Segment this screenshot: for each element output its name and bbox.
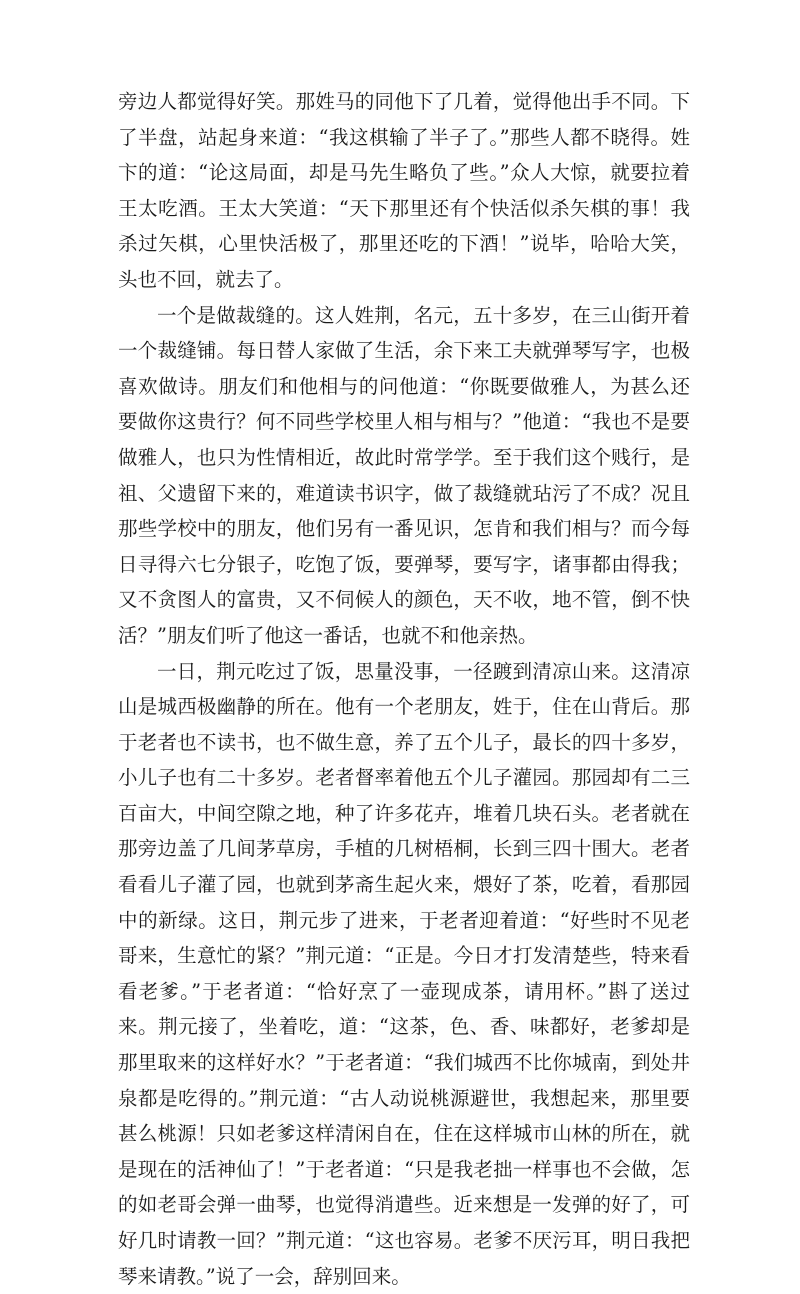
paragraph-continuation: 旁边人都觉得好笑。那姓马的同他下了几着，觉得他出手不同。下了半盘，站起身来道：“我这棋输了半子了。”那些人都不晓得。姓卞的道：“论这局面，却是马先生略负了些。”众人大惊，就要拉着王太吃酒。王太大笑道：“天下那里还有个快活似杀矢棋的事！我杀过矢棋，心里快活极了，那里还吃的下酒！”说毕，哈哈大笑，头也不回，就去了。 xyxy=(118,84,690,298)
body-text xyxy=(118,84,690,1294)
paragraph-tailor-intro: 一个是做裁缝的。这人姓荆，名元，五十多岁，在三山街开着一个裁缝铺。每日替人家做了生活，余下来工夫就弹琴写字，也极喜欢做诗。朋友们和他相与的问他道：“你既要做雅人，为甚么还要做你这贵行？何不同些学校里人相与相与？”他道：“我也不是要做雅人，也只为性情相近，故此时常学学。至于我们这个贱行，是祖、父遗留下来的，难道读书识字，做了裁缝就玷污了不成？况且那些学校中的朋友，他们另有一番见识，怎肯和我们相与？而今每日寻得六七分银子，吃饱了饭，要弹琴，要写字，诸事都由得我；又不贪图人的富贵，又不伺候人的颜色，天不收，地不管，倒不快活？”朋友们听了他这一番话，也就不和他亲热。 xyxy=(118,298,690,654)
paragraph-qingliang-visit: 一日，荆元吃过了饭，思量没事，一径踱到清凉山来。这清凉山是城西极幽静的所在。他有一个老朋友，姓于，住在山背后。那于老者也不读书，也不做生意，养了五个儿子，最长的四十多岁，小儿子也有二十多岁。老者督率着他五个儿子灌园。那园却有二三百亩大，中间空隙之地，种了许多花卉，堆着几块石头。老者就在那旁边盖了几间茅草房，手植的几树梧桐，长到三四十围大。老者看看儿子灌了园，也就到茅斋生起火来，煨好了茶，吃着，看那园中的新绿。这日，荆元步了进来，于老者迎着道：“好些时不见老哥来，生意忙的紧？”荆元道：“正是。今日才打发清楚些，特来看看老爹。”于老者道：“恰好烹了一壶现成茶，请用杯。”斟了送过来。荆元接了，坐着吃，道：“这茶，色、香、味都好，老爹却是那里取来的这样好水？”于老者道：“我们城西不比你城南，到处井泉都是吃得的。”荆元道：“古人动说桃源避世，我想起来，那里要甚么桃源！只如老爹这样清闲自在，住在这样城市山林的所在，就是现在的活神仙了！”于老者道：“只是我老拙一样事也不会做，怎的如老哥会弹一曲琴，也觉得消遣些。近来想是一发弹的好了，可好几时请教一回？”荆元道：“这也容易。老爹不厌污耳，明日我把琴来请教。”说了一会，辞别回来。 xyxy=(118,654,690,1294)
